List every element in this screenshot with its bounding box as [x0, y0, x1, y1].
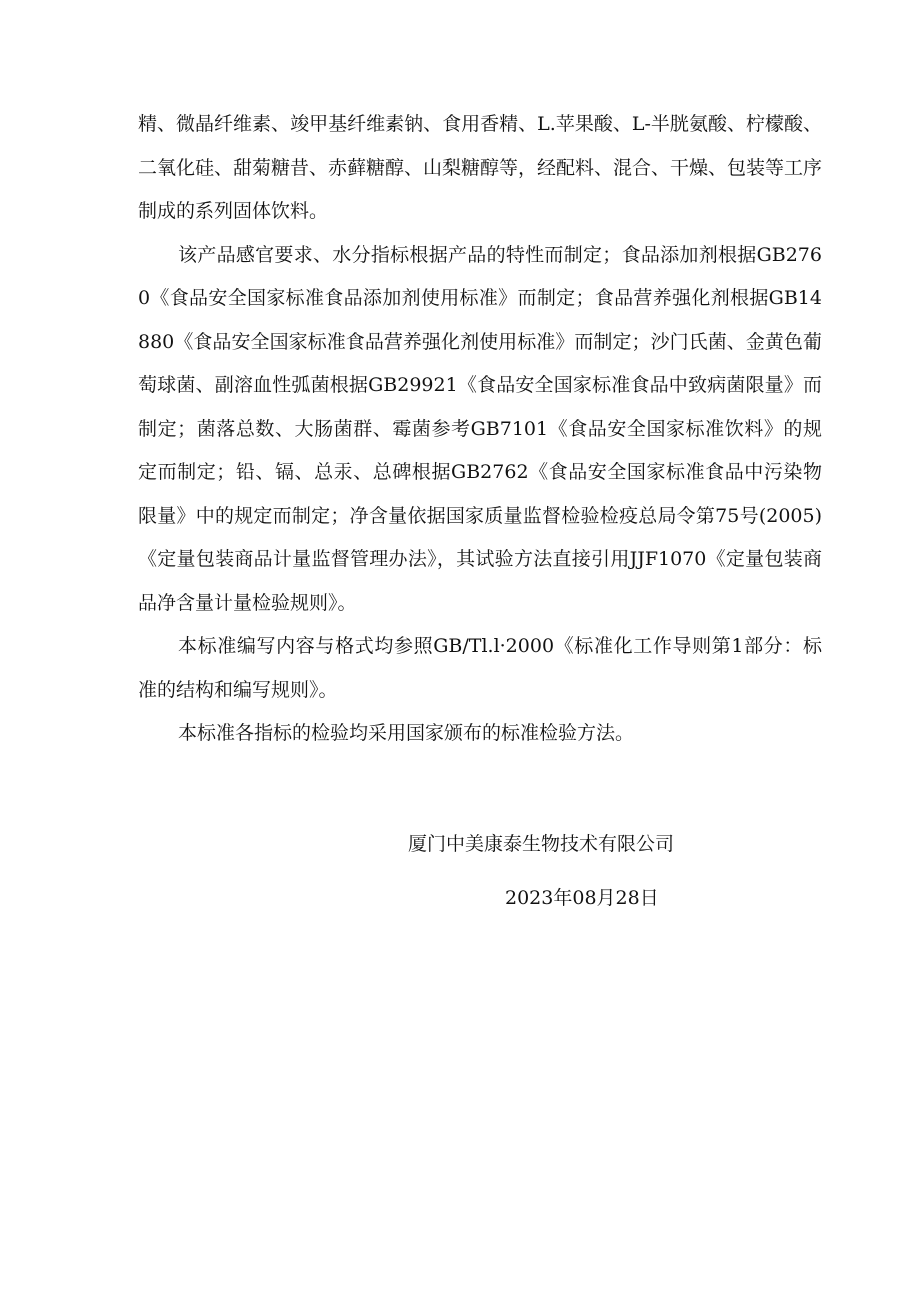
document-body: [138, 103, 822, 756]
paragraph-standards-basis: 该产品感官要求、水分指标根据产品的特性而制定；食品添加剂根据GB2760《食品安全国家标准食品添加剂使用标准》而制定；食品营养强化剂根据GB14880《食品安全国家标准食品营养强化剂使用标准》而制定；沙门氏菌、金黄色葡萄球菌、副溶血性弧菌根据GB29921《食品安全国家标准食品中致病菌限量》而制定；菌落总数、大肠菌群、霉菌参考GB7101《食品安全国家标准饮料》的规定而制定；铅、镉、总汞、总碑根据GB2762《食品安全国家标准食品中污染物限量》中的规定而制定；净含量依据国家质量监督检验检疫总局令第75号(2005)《定量包装商品计量监督管理办法》，其试验方法直接引用JJF1070《定量包装商品净含量计量检验规则》。: [138, 243, 822, 614]
paragraph-test-methods: 本标准各指标的检验均采用国家颁布的标准检验方法。: [178, 722, 635, 744]
paragraph-ingredients-continued: 精、微晶纤维素、竣甲基纤维素钠、食用香精、L.苹果酸、L-半胱氨酸、柠檬酸、二氧化硅、甜菊糖昔、赤藓糖醇、山梨糖醇等，经配料、混合、干燥、包装等工序制成的系列固体饮料。: [138, 113, 823, 222]
paragraph-format-reference: 本标准编写内容与格式均参照GB/Tl.l·2000《标准化工作导则第1部分：标准的结构和编写规则》。: [138, 635, 822, 701]
company-signature: 厦门中美康泰生物技术有限公司: [408, 833, 675, 855]
document-date: 2023年08月28日: [505, 887, 659, 909]
